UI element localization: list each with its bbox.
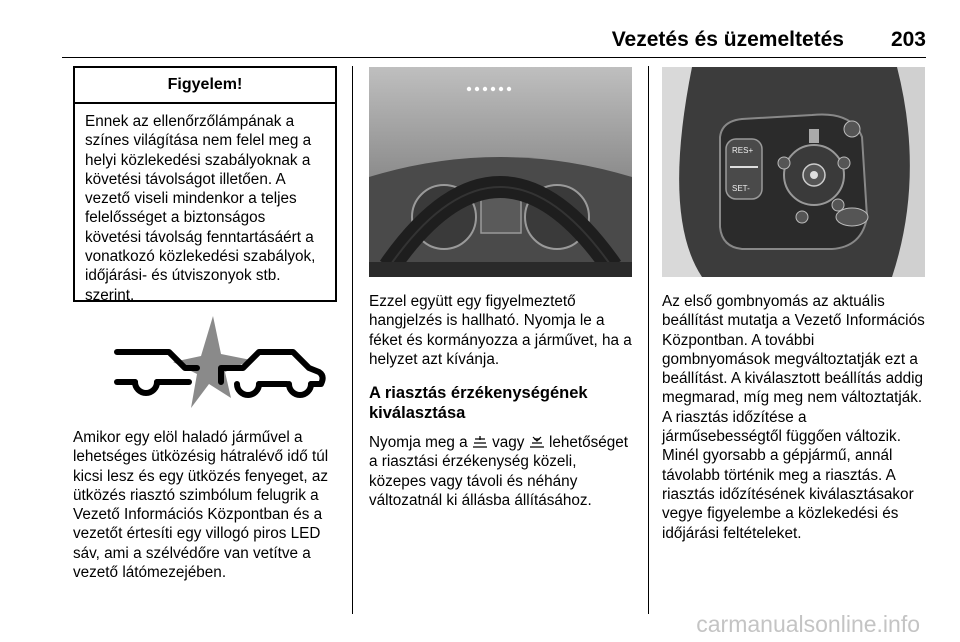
body-paragraph: Az első gombnyomás az aktuális beállítást mutatja a Vezető Információs Központban. A további gombnyomások megváltoztatják ezt a beállítást. A kiválasztott beállítás addig megmarad, míg meg nem változtatják. A riasztás időzítése a járműsebességtől függően változik. Minél gyorsabb a gépjármű, annál távolabb történik meg a riasztás. A riasztás időzítésének kiválasztásakor vegye figyelembe a közlekedési és időjárási feltételeket.	[662, 293, 925, 542]
set-button-label: SET-	[732, 184, 750, 193]
page-number: 203	[890, 28, 926, 51]
body-paragraph: Ezzel együtt egy figyelmeztető hangjelzés is hallható. Nyomja le a féket és kormányozza a járművet, ha a helyzet azt kívánja.	[369, 293, 632, 368]
following-distance-down-icon	[529, 436, 545, 448]
header-title: Vezetés és üzemeltetés	[611, 28, 844, 51]
rear-car-outline	[117, 352, 197, 393]
column-divider	[352, 66, 353, 614]
paragraph-text: Nyomja meg a	[369, 434, 468, 452]
steering-wheel-controls-photo	[662, 67, 925, 277]
paragraph-text: vagy	[492, 434, 525, 452]
header-rule	[62, 57, 926, 58]
watermark: carmanualsonline.info	[696, 611, 920, 637]
dashboard-photo	[369, 67, 632, 277]
paragraph-text: lehetőséget a riasztási érzékenység közeli, közepes vagy távoli és néhány változatnál ki állásba állításához.	[369, 434, 629, 510]
following-distance-up-icon	[472, 436, 488, 448]
collision-alert-icon	[73, 312, 337, 418]
column-divider	[648, 66, 649, 614]
warning-box	[73, 66, 337, 302]
collision-alert-symbol	[73, 312, 337, 418]
following-distance-button	[809, 129, 819, 143]
body-paragraph	[369, 433, 635, 510]
warning-text: Ennek az ellenőrzőlámpának a színes világítása nem felel meg a helyi közlekedési szabályoknak a követési távolságot illetően. A vezető viseli mindenkor a teljes felelősséget a biztonságos követési távolság fenntartásáért a vonatkozó közlekedési szabályok, időjárási- és útviszonyok stb. szerint.	[85, 113, 316, 304]
body-paragraph: Amikor egy elöl haladó járművel a lehetséges ütközésig hátralévő idő túl kicsi lesz és egy ütközés fenyeget, az ütközés riasztó szimbólum felugrik a Vezető Információs Központban és a vezetőt értesíti egy villogó piros LED sáv, ami a szélvédőre van vetítve a vezető látómezejében.	[73, 429, 329, 582]
section-subheading: A riasztás érzékenységének kiválasztása	[369, 384, 588, 423]
page-header	[62, 24, 926, 54]
warning-title: Figyelem!	[75, 68, 335, 104]
res-button-label: RES+	[732, 146, 754, 155]
